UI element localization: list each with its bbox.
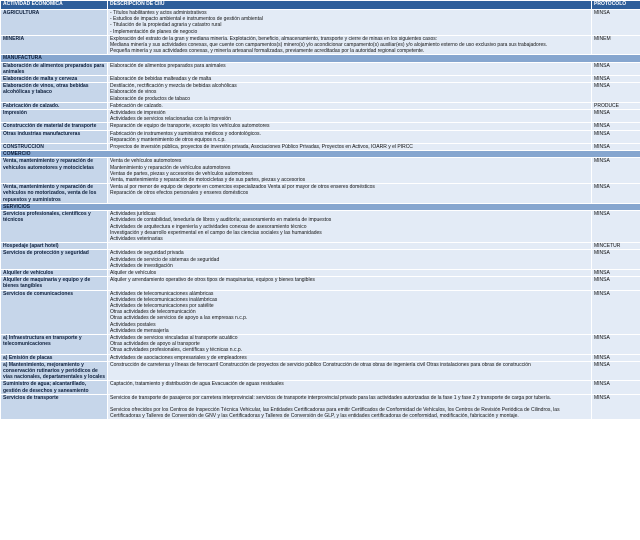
protocol-cell: MINEM (592, 35, 640, 55)
table-row (1, 250, 640, 270)
table-row (1, 211, 640, 243)
section-row (1, 203, 640, 210)
header-description: DESCRIPCIÓN DE CIIU (108, 1, 592, 10)
description-cell (108, 83, 592, 103)
activity-cell: Fabricación de calzado. (1, 102, 108, 109)
activity-cell: Servicios de protección y seguridad (1, 250, 108, 270)
description-line: Servicios de transporte de pasajeros por carretera interprovincial: servicios de transporte interprovincial privado para las actividades autorizadas de la fase 1 y fase 2 y transporte de carga por tubería. (110, 394, 552, 401)
section-title: MANUFACTURA (1, 55, 640, 62)
activity-cell: Venta, mantenimiento y reparación de vehículos no motorizados, venta de los repuestos y suministros (1, 184, 108, 204)
description-line: Actividades de arquitectura e ingeniería y actividades conexas de asesoramiento técnico (110, 223, 307, 230)
description-cell (108, 243, 592, 250)
protocol-cell: MINSA (592, 144, 640, 151)
activity-cell: Elaboración de vinos, otras bebidas alcohólicas y tabaco (1, 83, 108, 103)
table-row (1, 123, 640, 130)
description-cell (108, 102, 592, 109)
protocol-cell: MINSA (592, 83, 640, 103)
activity-cell: Servicios profesionales, científicos y técnicos (1, 211, 108, 243)
description-line: Actividades de impresión (110, 110, 166, 117)
protocol-cell: MINSA (592, 334, 640, 354)
table-row (1, 10, 640, 36)
table-row (1, 184, 640, 204)
protocol-cell: MINSA (592, 130, 640, 143)
activity-cell: a) Infraestructura en transporte y telecomunicaciones (1, 334, 108, 354)
table-row (1, 394, 640, 420)
header-row (1, 1, 640, 10)
description-line: Elaboración de bebidas malteadas y de malta (110, 76, 212, 83)
section-title: COMERCIO (1, 151, 640, 158)
table-row (1, 290, 640, 334)
activity-cell: a) Mantenimiento, mejoramiento y conservación rutinarios y periódicos de vías nacionales, departamentales y locales (1, 361, 108, 381)
description-line: Alquiler de vehículos (110, 269, 157, 276)
description-line: Actividades de servicio de sistemas de seguridad (110, 256, 220, 263)
description-line: Actividades de servicios relacionadas con la impresión (110, 116, 231, 123)
header-activity: ACTIVIDAD ECONÓMICA (1, 1, 108, 10)
description-line: Elaboración de vinos (110, 89, 157, 96)
description-line: Venta de vehículos automotores (110, 158, 182, 165)
description-line: Fabricación de calzado. (110, 102, 163, 109)
table-row (1, 130, 640, 143)
description-cell (108, 76, 592, 83)
description-cell (108, 35, 592, 55)
protocol-cell: MINSA (592, 158, 640, 184)
protocol-cell: MINSA (592, 269, 640, 276)
description-line: - Estudios de impacto ambiental e instrumentos de gestión ambiental (110, 16, 263, 23)
description-line: Captación, tratamiento y distribución de agua Evacuación de aguas residuales (110, 381, 284, 388)
activity-cell: Elaboración de alimentos preparados para animales (1, 62, 108, 75)
table-row (1, 62, 640, 75)
description-line: Pequeña minería y sus actividades conexas, y minería artesanal formalizadas, previamente acreditadas por la autoridad regional competente. (110, 48, 425, 55)
table-row (1, 243, 640, 250)
description-line: Alquiler y arrendamiento operativo de otros tipos de maquinarias, equipos y bienes tangibles (110, 277, 315, 284)
description-cell (108, 250, 592, 270)
description-cell (108, 123, 592, 130)
section-row (1, 55, 640, 62)
description-line: Elaboración de productos de tabaco (110, 95, 191, 102)
description-line: Destilación, rectificación y mezcla de bebidas alcohólicas (110, 83, 237, 90)
description-line: Reparación de otros efectos personales y enseres domésticos (110, 190, 249, 197)
description-cell (108, 290, 592, 334)
protocol-cell: MINSA (592, 361, 640, 381)
description-line: Actividades de servicios vinculadas al transporte acuático (110, 334, 238, 341)
description-line: Actividades de mensajería (110, 327, 169, 334)
description-line: Ventas de partes, piezas y accesorios de vehículos automotores (110, 170, 253, 177)
table-row (1, 354, 640, 361)
description-cell (108, 110, 592, 123)
protocol-cell: MINSA (592, 394, 640, 420)
description-cell (108, 381, 592, 394)
activity-cell: Venta, mantenimiento y reparación de vehículos automotores y motocicletas (1, 158, 108, 184)
protocol-cell: MINSA (592, 10, 640, 36)
description-line: Actividades de investigación (110, 262, 173, 269)
description-cell (108, 394, 592, 420)
activity-cell: Hospedaje (apart hotel) (1, 243, 108, 250)
description-line: Venta al por menor de equipo de deporte en comercios especializados Venta al por mayor de otros enseres domésticos (110, 184, 375, 191)
description-line: Elaboración de alimentos preparados para animales (110, 62, 226, 69)
description-line: Otras actividades de apoyo al transporte (110, 341, 200, 348)
activity-cell: Construcción de material de transporte (1, 123, 108, 130)
protocol-cell: MINSA (592, 290, 640, 334)
table-row (1, 76, 640, 83)
description-cell (108, 144, 592, 151)
description-line: - Títulos habilitantes y actos administrativos (110, 10, 207, 16)
protocol-cell: MINSA (592, 250, 640, 270)
description-cell (108, 211, 592, 243)
activity-cell: Alquiler de maquinaria y equipo y de bienes tangibles (1, 277, 108, 290)
table-row (1, 361, 640, 381)
description-line: Actividades veterinarias (110, 235, 163, 242)
table-row (1, 158, 640, 184)
description-line: Venta, mantenimiento y reparación de motocicletas y de sus partes, piezas y accesorios (110, 177, 306, 184)
section-row (1, 151, 640, 158)
description-line: Actividades de asociaciones empresariales y de empleadores (110, 354, 247, 361)
table-row (1, 110, 640, 123)
description-cell (108, 334, 592, 354)
description-cell (108, 10, 592, 36)
description-line: Otras actividades de telecomunicación (110, 309, 196, 316)
header-protocol: PROTOCOLO (592, 1, 640, 10)
description-line: Actividades de seguridad privada (110, 250, 184, 257)
protocol-cell: MINSA (592, 354, 640, 361)
activity-cell: a) Emisión de placas (1, 354, 108, 361)
description-cell (108, 62, 592, 75)
protocol-cell: MINSA (592, 62, 640, 75)
description-line: - Titulación de la propiedad agraria y catastro rural (110, 22, 222, 29)
protocol-cell: MINSA (592, 123, 640, 130)
description-line: Mediana minería y sus actividades conexas, que cuente con campamentos(s) minero(s) y/o acondicionar campamento(s) auxiliar(es) y/o alojamiento externo de uso exclusivo para sus trabajadores. (110, 42, 548, 49)
table-row (1, 269, 640, 276)
table-row (1, 144, 640, 151)
table-row (1, 83, 640, 103)
description-cell (108, 184, 592, 204)
description-line: Actividades de telecomunicaciones inalámbricas (110, 296, 218, 303)
description-line: Reparación de equipo de transporte, excepto los vehículos automotores (110, 123, 270, 130)
description-line: Exploración del estrato de la gran y mediana minería. Explotación, beneficio, almacenamiento, transporte y cierre de minas en los siguientes casos: (110, 35, 438, 42)
activity-cell: AGRICULTURA (1, 10, 108, 36)
activity-cell: Servicios de transporte (1, 394, 108, 420)
activity-cell: Alquiler de vehículos (1, 269, 108, 276)
description-line: - Implementación de planes de negocio (110, 28, 198, 35)
protocol-cell: MINSA (592, 76, 640, 83)
description-cell (108, 158, 592, 184)
description-cell (108, 269, 592, 276)
description-line: Actividades jurídicas (110, 211, 156, 218)
description-line: Actividades postales (110, 321, 156, 328)
description-line: Investigación y desarrollo experimental en el campo de las ciencias sociales y las humanidades (110, 229, 322, 236)
description-line: Otras actividades profesionales, científicas y técnicas n.c.p. (110, 347, 243, 354)
protocol-cell: MINSA (592, 381, 640, 394)
table-row (1, 381, 640, 394)
activity-cell: Servicios de comunicaciones (1, 290, 108, 334)
description-line: Actividades de telecomunicaciones por satélite (110, 302, 214, 309)
table-row (1, 334, 640, 354)
table-row (1, 35, 640, 55)
description-line: Proyectos de inversión pública, proyectos de inversión privada, Asociaciones Público Privadas, Proyectos en Activos, IOARR y el PIRCC (110, 144, 413, 151)
activity-cell: Elaboración de malta y cerveza (1, 76, 108, 83)
description-line: Reparación y mantenimiento de otros equipos n.c.p. (110, 136, 226, 143)
activity-cell: MINERIA (1, 35, 108, 55)
protocol-cell: MINSA (592, 211, 640, 243)
description-line (110, 243, 589, 249)
description-line: Otras actividades de servicios de apoyo a las empresas n.c.p. (110, 315, 248, 322)
activity-cell: Impresión (1, 110, 108, 123)
protocol-cell: PRODUCE (592, 102, 640, 109)
protocol-cell: MINSA (592, 110, 640, 123)
table-body (1, 10, 640, 420)
description-cell (108, 354, 592, 361)
protocol-cell: MINSA (592, 184, 640, 204)
section-title: SERVICIOS (1, 203, 640, 210)
protocol-cell: MINSA (592, 277, 640, 290)
description-line: Actividades de telecomunicaciones alámbricas (110, 290, 214, 297)
protocol-cell: MINCETUR (592, 243, 640, 250)
activity-cell: CONSTRUCCIÓN (1, 144, 108, 151)
table-row (1, 102, 640, 109)
activity-cell: Otras industrias manufactureras (1, 130, 108, 143)
activity-cell: Suministro de agua; alcantarillado, gestión de desechos y saneamiento (1, 381, 108, 394)
description-cell (108, 130, 592, 143)
description-line: Construcción de carreteras y líneas de ferrocarril Construcción de proyectos de servicio público Construcción de otras obras de ingeniería civil Otras instalaciones para obras de construcción (110, 361, 531, 368)
description-line: Mantenimiento y reparación de vehículos automotores (110, 164, 231, 171)
description-line: Servicios ofrecidos por los Centros de Inspección Técnica Vehicular, las Entidades Certificadoras para emitir Certificados de Conformidad de Vehículos, los Centros de Revisión Periódica de Cilindros, las Certificadoras y Talleres de Conversión de GNV y las Certificadoras y Talleres de Conversión de GLP, y las entidades certificadoras de conformidad, modificación, fabricación y montaje. (110, 406, 560, 420)
description-line: Actividades de contabilidad, teneduría de libros y auditoría; asesoramiento en materia de impuestos (110, 217, 332, 224)
description-cell (108, 361, 592, 381)
description-line: Fabricación de instrumentos y suministros médicos y odontológicos. (110, 130, 261, 137)
table-row (1, 277, 640, 290)
description-cell (108, 277, 592, 290)
